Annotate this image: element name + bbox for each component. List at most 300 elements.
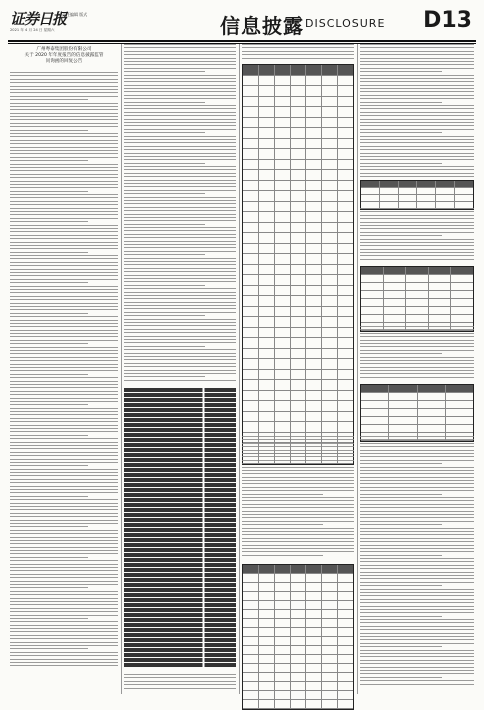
text-line	[360, 163, 442, 164]
table-cell	[243, 565, 259, 573]
table-cell	[322, 97, 338, 107]
text-line	[124, 136, 236, 137]
table-cell	[338, 380, 353, 390]
text-line	[124, 108, 236, 109]
text-line	[124, 339, 236, 340]
text-line	[360, 208, 474, 209]
text-line	[10, 564, 118, 565]
table-cell	[417, 188, 436, 194]
table-row	[243, 254, 353, 265]
table-cell	[338, 76, 353, 86]
text-line	[360, 568, 474, 569]
text-line	[242, 534, 354, 535]
table-row	[243, 592, 353, 601]
text-line	[360, 467, 474, 468]
table-cell	[275, 391, 291, 401]
table-cell	[243, 673, 259, 681]
text-line	[360, 159, 474, 160]
table-cell	[389, 393, 417, 400]
text-line	[124, 47, 236, 48]
table-cell	[259, 160, 275, 170]
table-cell	[306, 107, 322, 117]
table-cell	[322, 149, 338, 159]
table-cell	[322, 170, 338, 180]
table-cell	[322, 422, 338, 432]
text-line	[10, 628, 118, 629]
text-line	[360, 357, 474, 358]
table-cell	[275, 574, 291, 582]
table-row	[124, 568, 236, 572]
table-cell	[361, 315, 384, 322]
text-line	[360, 242, 474, 243]
text-line	[10, 242, 118, 243]
text-line	[124, 183, 236, 184]
table-cell	[259, 86, 275, 96]
table-row	[124, 458, 236, 462]
table-cell	[361, 409, 389, 416]
table-cell	[361, 393, 389, 400]
text-line	[10, 530, 118, 531]
table-row	[243, 583, 353, 592]
table-cell	[322, 700, 338, 708]
table-cell	[291, 296, 307, 306]
table-cell	[291, 673, 307, 681]
table-cell	[429, 283, 452, 290]
table-row	[124, 563, 236, 567]
text-line	[10, 601, 118, 602]
table-cell	[243, 646, 259, 654]
text-line	[10, 262, 118, 263]
table-row	[124, 558, 236, 562]
table-row	[124, 398, 236, 402]
table-row	[124, 438, 236, 442]
text-line	[10, 109, 118, 110]
table-cell	[306, 359, 322, 369]
table-row	[124, 658, 236, 662]
text-line	[10, 330, 118, 331]
text-line	[360, 142, 474, 143]
table-cell	[322, 601, 338, 609]
text-line	[360, 91, 474, 92]
table-cell	[259, 338, 275, 348]
text-line	[360, 436, 474, 437]
table-cell	[259, 97, 275, 107]
table-cell	[306, 307, 322, 317]
table-cell	[338, 691, 353, 699]
table-row	[361, 307, 473, 315]
table-cell	[361, 275, 384, 282]
article-title-line-1: 关于 2020 年年度报告的信息披露监管	[24, 53, 104, 58]
text-line	[10, 584, 118, 585]
text-line	[10, 445, 118, 446]
text-line	[360, 545, 474, 546]
text-line	[10, 370, 118, 371]
table-cell	[306, 328, 322, 338]
table-cell	[418, 393, 446, 400]
table-cell	[306, 370, 322, 380]
text-line	[360, 232, 474, 233]
text-line	[10, 238, 118, 239]
table-row	[361, 315, 473, 323]
text-line	[360, 225, 474, 226]
table-row	[243, 370, 353, 381]
text-line	[124, 322, 236, 323]
text-line	[360, 578, 474, 579]
table-row	[124, 573, 236, 577]
text-line	[360, 487, 474, 488]
table-cell	[322, 107, 338, 117]
text-line	[360, 609, 474, 610]
text-line	[10, 103, 118, 104]
table-cell	[338, 107, 353, 117]
table-cell	[338, 628, 353, 636]
table-cell	[291, 202, 307, 212]
text-line	[360, 575, 474, 576]
table-row	[124, 478, 236, 482]
table-cell	[275, 254, 291, 264]
table-cell	[384, 307, 407, 314]
text-line	[10, 258, 118, 259]
table-cell	[380, 195, 399, 201]
table-cell	[322, 118, 338, 128]
dateline: 2021 年 4 月 24 日 星期六	[10, 28, 55, 32]
table-cell	[275, 401, 291, 411]
table-cell	[275, 212, 291, 222]
column-3	[242, 44, 354, 694]
text-line	[10, 408, 118, 409]
table-cell	[259, 212, 275, 222]
table-row	[361, 267, 473, 275]
text-line	[360, 81, 474, 82]
text-line	[10, 296, 118, 297]
table-cell	[306, 673, 322, 681]
table-cell	[322, 265, 338, 275]
table-cell	[259, 191, 275, 201]
text-line	[124, 139, 236, 140]
table-cell	[306, 296, 322, 306]
table-cell	[306, 181, 322, 191]
text-line	[124, 230, 236, 231]
text-line	[10, 611, 118, 612]
text-line	[10, 306, 118, 307]
table-cell	[275, 691, 291, 699]
text-line	[124, 336, 236, 337]
table-cell	[243, 202, 259, 212]
table-cell	[259, 307, 275, 317]
table-cell	[384, 299, 407, 306]
table-cell	[322, 296, 338, 306]
table-row	[243, 391, 353, 402]
text-line	[360, 629, 474, 630]
text-line	[10, 543, 118, 544]
text-line	[360, 333, 474, 334]
table-cell	[275, 160, 291, 170]
table-cell	[322, 86, 338, 96]
text-line	[124, 166, 236, 167]
text-line	[10, 194, 118, 195]
text-line	[360, 548, 474, 549]
table-cell	[291, 275, 307, 285]
text-line	[10, 553, 118, 554]
table-cell	[275, 338, 291, 348]
table-row	[124, 553, 236, 557]
text-line	[10, 214, 118, 215]
text-line	[242, 514, 354, 515]
table-cell	[399, 188, 418, 194]
text-line	[10, 143, 118, 144]
text-line	[360, 463, 442, 464]
text-line	[360, 646, 442, 647]
table-cell	[291, 97, 307, 107]
text-line	[10, 255, 118, 256]
table-cell	[243, 244, 259, 254]
text-line	[124, 210, 236, 211]
table-cell	[275, 191, 291, 201]
text-line	[10, 113, 118, 114]
table-cell	[275, 139, 291, 149]
text-line	[124, 163, 205, 164]
table-cell	[338, 359, 353, 369]
table-row	[124, 548, 236, 552]
text-line	[124, 95, 236, 96]
table-cell	[338, 181, 353, 191]
table-row	[243, 619, 353, 628]
text-line	[124, 156, 236, 157]
text-line	[124, 363, 236, 364]
text-line	[242, 58, 354, 59]
text-line	[10, 604, 118, 605]
table-cell	[291, 359, 307, 369]
table-cell	[243, 682, 259, 690]
text-line	[10, 320, 118, 321]
text-line	[10, 191, 88, 192]
text-line	[10, 167, 118, 168]
text-line	[124, 98, 236, 99]
table-cell	[306, 574, 322, 582]
text-line	[360, 555, 442, 556]
section-title: 信息披露	[220, 14, 304, 38]
text-line	[124, 197, 236, 198]
table-row	[361, 409, 473, 417]
text-line	[10, 119, 118, 120]
text-line	[124, 271, 236, 272]
table-cell	[243, 691, 259, 699]
table-cell	[259, 682, 275, 690]
text-line	[360, 51, 474, 52]
text-line	[124, 153, 236, 154]
table-cell	[306, 170, 322, 180]
table-cell	[380, 181, 399, 187]
text-line	[124, 370, 236, 371]
text-line	[10, 537, 118, 538]
table-cell	[291, 422, 307, 432]
table-cell	[338, 265, 353, 275]
text-line	[10, 404, 88, 405]
text-line	[360, 439, 474, 440]
table-cell	[275, 244, 291, 254]
table-row	[124, 488, 236, 492]
table-cell	[291, 583, 307, 591]
text-line	[124, 142, 236, 143]
text-line	[124, 44, 236, 45]
text-line	[10, 594, 118, 595]
table-cell	[322, 655, 338, 663]
table-cell	[361, 299, 384, 306]
text-line	[124, 261, 236, 262]
table-cell	[389, 417, 417, 424]
table-cell	[306, 275, 322, 285]
table-cell	[243, 592, 259, 600]
table-row	[124, 528, 236, 532]
text-line	[10, 459, 118, 460]
company-name: 广州粤泰集团股份有限公司	[36, 47, 92, 52]
text-line	[124, 353, 236, 354]
table-cell	[338, 170, 353, 180]
text-line	[360, 343, 474, 344]
text-line	[10, 547, 118, 548]
table-cell	[338, 610, 353, 618]
table-cell	[243, 86, 259, 96]
text-line	[360, 639, 474, 640]
text-line	[10, 323, 118, 324]
editor-meta	[62, 12, 87, 17]
table-cell	[338, 637, 353, 645]
table-row	[243, 628, 353, 637]
text-line	[10, 333, 118, 334]
table-cell	[338, 212, 353, 222]
table-cell	[243, 628, 259, 636]
text-line	[10, 618, 88, 619]
table-cell	[275, 380, 291, 390]
text-line	[124, 325, 236, 326]
table-row	[361, 425, 473, 433]
table-cell	[259, 254, 275, 264]
text-line	[360, 211, 474, 212]
text-line	[10, 75, 118, 76]
table-cell	[275, 307, 291, 317]
table-cell	[259, 628, 275, 636]
text-line	[10, 303, 118, 304]
table-cell	[259, 412, 275, 422]
column-2	[124, 44, 236, 694]
text-line	[10, 638, 118, 639]
text-line	[10, 560, 118, 561]
text-line	[10, 265, 118, 266]
table-cell	[275, 637, 291, 645]
table-cell	[338, 191, 353, 201]
table-cell	[243, 296, 259, 306]
table-cell	[291, 307, 307, 317]
table-cell	[275, 149, 291, 159]
text-line	[360, 517, 474, 518]
text-line	[10, 123, 118, 124]
table-cell	[259, 149, 275, 159]
table-cell	[275, 610, 291, 618]
table-cell	[243, 223, 259, 233]
table-cell	[338, 149, 353, 159]
table-row	[243, 565, 353, 574]
table-cell	[406, 267, 429, 274]
text-line	[10, 289, 118, 290]
table-row	[124, 393, 236, 397]
text-line	[124, 51, 236, 52]
text-line	[360, 456, 474, 457]
text-line	[360, 259, 474, 260]
table-row	[124, 598, 236, 602]
table-cell	[291, 637, 307, 645]
table-cell	[322, 359, 338, 369]
table-cell	[243, 317, 259, 327]
table-cell	[291, 328, 307, 338]
text-line	[360, 483, 474, 484]
table-cell	[291, 223, 307, 233]
text-line	[360, 684, 474, 685]
text-line	[124, 268, 236, 269]
text-line	[124, 264, 236, 265]
text-line	[360, 173, 474, 174]
table-cell	[338, 65, 353, 75]
table-cell	[291, 128, 307, 138]
table-cell	[243, 370, 259, 380]
table-cell	[399, 195, 418, 201]
text-line	[10, 72, 118, 73]
table-cell	[322, 673, 338, 681]
text-line	[242, 528, 354, 529]
table-cell	[259, 128, 275, 138]
text-line	[10, 567, 118, 568]
text-line	[360, 450, 474, 451]
text-line	[360, 61, 474, 62]
text-line	[10, 248, 118, 249]
text-line	[360, 346, 474, 347]
text-line	[124, 200, 236, 201]
table-cell	[361, 307, 384, 314]
text-line	[124, 58, 236, 59]
text-line	[124, 302, 236, 303]
table-cell	[322, 349, 338, 359]
text-line	[10, 394, 118, 395]
text-line	[360, 169, 474, 170]
table-row	[124, 463, 236, 467]
table-cell	[275, 181, 291, 191]
table-cell	[291, 592, 307, 600]
text-line	[360, 245, 474, 246]
text-line	[360, 680, 474, 681]
table-cell	[417, 195, 436, 201]
table-cell	[243, 212, 259, 222]
table-cell	[338, 619, 353, 627]
table-cell	[322, 223, 338, 233]
table-cell	[306, 401, 322, 411]
table-row	[124, 588, 236, 592]
table-row	[243, 128, 353, 139]
text-line	[242, 517, 354, 518]
table-cell	[306, 637, 322, 645]
table-cell	[275, 118, 291, 128]
table-cell	[243, 149, 259, 159]
table-cell	[451, 275, 473, 282]
text-line	[10, 435, 88, 436]
text-line	[360, 592, 474, 593]
text-line	[10, 475, 118, 476]
table-row	[124, 608, 236, 612]
text-line	[10, 486, 118, 487]
text-line	[360, 64, 474, 65]
table-cell	[322, 233, 338, 243]
table-cell	[259, 170, 275, 180]
table-cell	[291, 76, 307, 86]
text-line	[124, 359, 236, 360]
